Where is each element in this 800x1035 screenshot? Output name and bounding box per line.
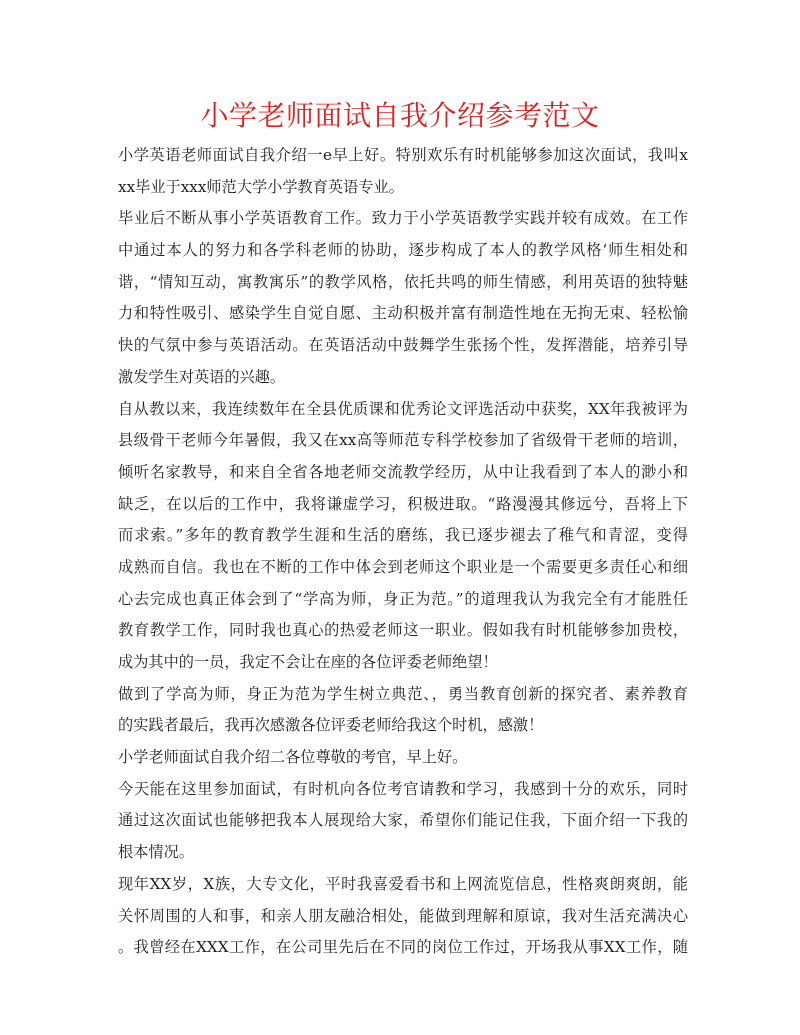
text-line: 做到了学高为师，身正为范为学生树立典范、，勇当教育创新的探究者、素养教育 [118,684,688,703]
document-body [118,140,688,964]
text-line: 快的气氛中参与英语活动。在英语活动中鼓舞学生张扬个性，发挥潜能，培养引导 [118,336,688,355]
text-line: 关怀周围的人和事，和亲人朋友融洽相处，能做到理解和原谅，我对生活充满决心 [118,906,688,925]
text-line: 缺乏，在以后的工作中，我将谦虚学习，积极进取。“路漫漫其修远兮，吾将上下 [118,494,688,513]
text-line: 心去完成也真正体会到了“学高为师，身正为范。”的道理我认为我完全有才能胜任 [118,589,688,608]
document-title: 小学老师面试自我介绍参考范文 [200,99,600,132]
text-line: 现年XX岁，X族，大专文化，平时我喜爱看书和上网流览信息，性格爽朗爽朗，能 [118,874,688,893]
text-line: 而求索。”多年的教育教学生涯和生活的磨练，我已逐步褪去了稚气和青涩，变得 [118,526,688,545]
text-line: 的实践者最后，我再次感激各位评委老师给我这个时机，感激！ [118,716,544,735]
text-line: 力和特性吸引、感染学生自觉自愿、主动积极并富有制造性地在无拘无束、轻松愉 [118,304,688,323]
text-line: 激发学生对英语的兴趣。 [118,367,286,386]
text-line: 教育教学工作，同时我也真心的热爱老师这一职业。假如我有时机能够参加贵校， [118,621,688,640]
text-line: 小学英语老师面试自我介绍一e早上好。特别欢乐有时机能够参加这次面试，我叫x [118,146,688,164]
text-line: xx毕业于xxx师范大学小学教育英语专业。 [118,177,404,196]
text-line: 。我曾经在XXX工作，在公司里先后在不同的岗位工作过，开场我从事XX工作，随 [118,938,688,957]
text-line: 自从教以来，我连续数年在全县优质课和优秀论文评选活动中获奖，XX年我被评为 [118,399,688,418]
text-line: 通过这次面试也能够把我本人展现给大家，希望你们能记住我，下面介绍一下我的 [118,811,688,830]
text-line: 小学老师面试自我介绍二各位尊敬的考官，早上好。 [118,748,468,767]
text-line: 倾听名家教导，和来自全省各地老师交流教学经历，从中让我看到了本人的渺小和 [118,462,688,481]
text-line: 根本情况。 [118,843,194,862]
text-line: 毕业后不断从事小学英语教育工作。致力于小学英语教学实践并较有成效。在工作 [118,209,688,228]
text-line: 成熟而自信。我也在不断的工作中体会到老师这个职业是一个需要更多责任心和细 [118,557,688,576]
text-line: 成为其中的一员，我定不会让在座的各位评委老师绝望！ [118,653,498,671]
text-line: 谐，“情知互动，寓教寓乐”的教学风格，依托共鸣的师生情感，利用英语的独特魅 [118,272,688,291]
text-line: 今天能在这里参加面试，有时机向各位考官请教和学习，我感到十分的欢乐，同时 [118,779,688,798]
text-line: 县级骨干老师今年暑假，我又在xx高等师范专科学校参加了省级骨干老师的培训， [118,431,688,450]
text-line: 中通过本人的努力和各学科老师的协助，逐步构成了本人的教学风格‘师生相处和 [118,241,688,260]
